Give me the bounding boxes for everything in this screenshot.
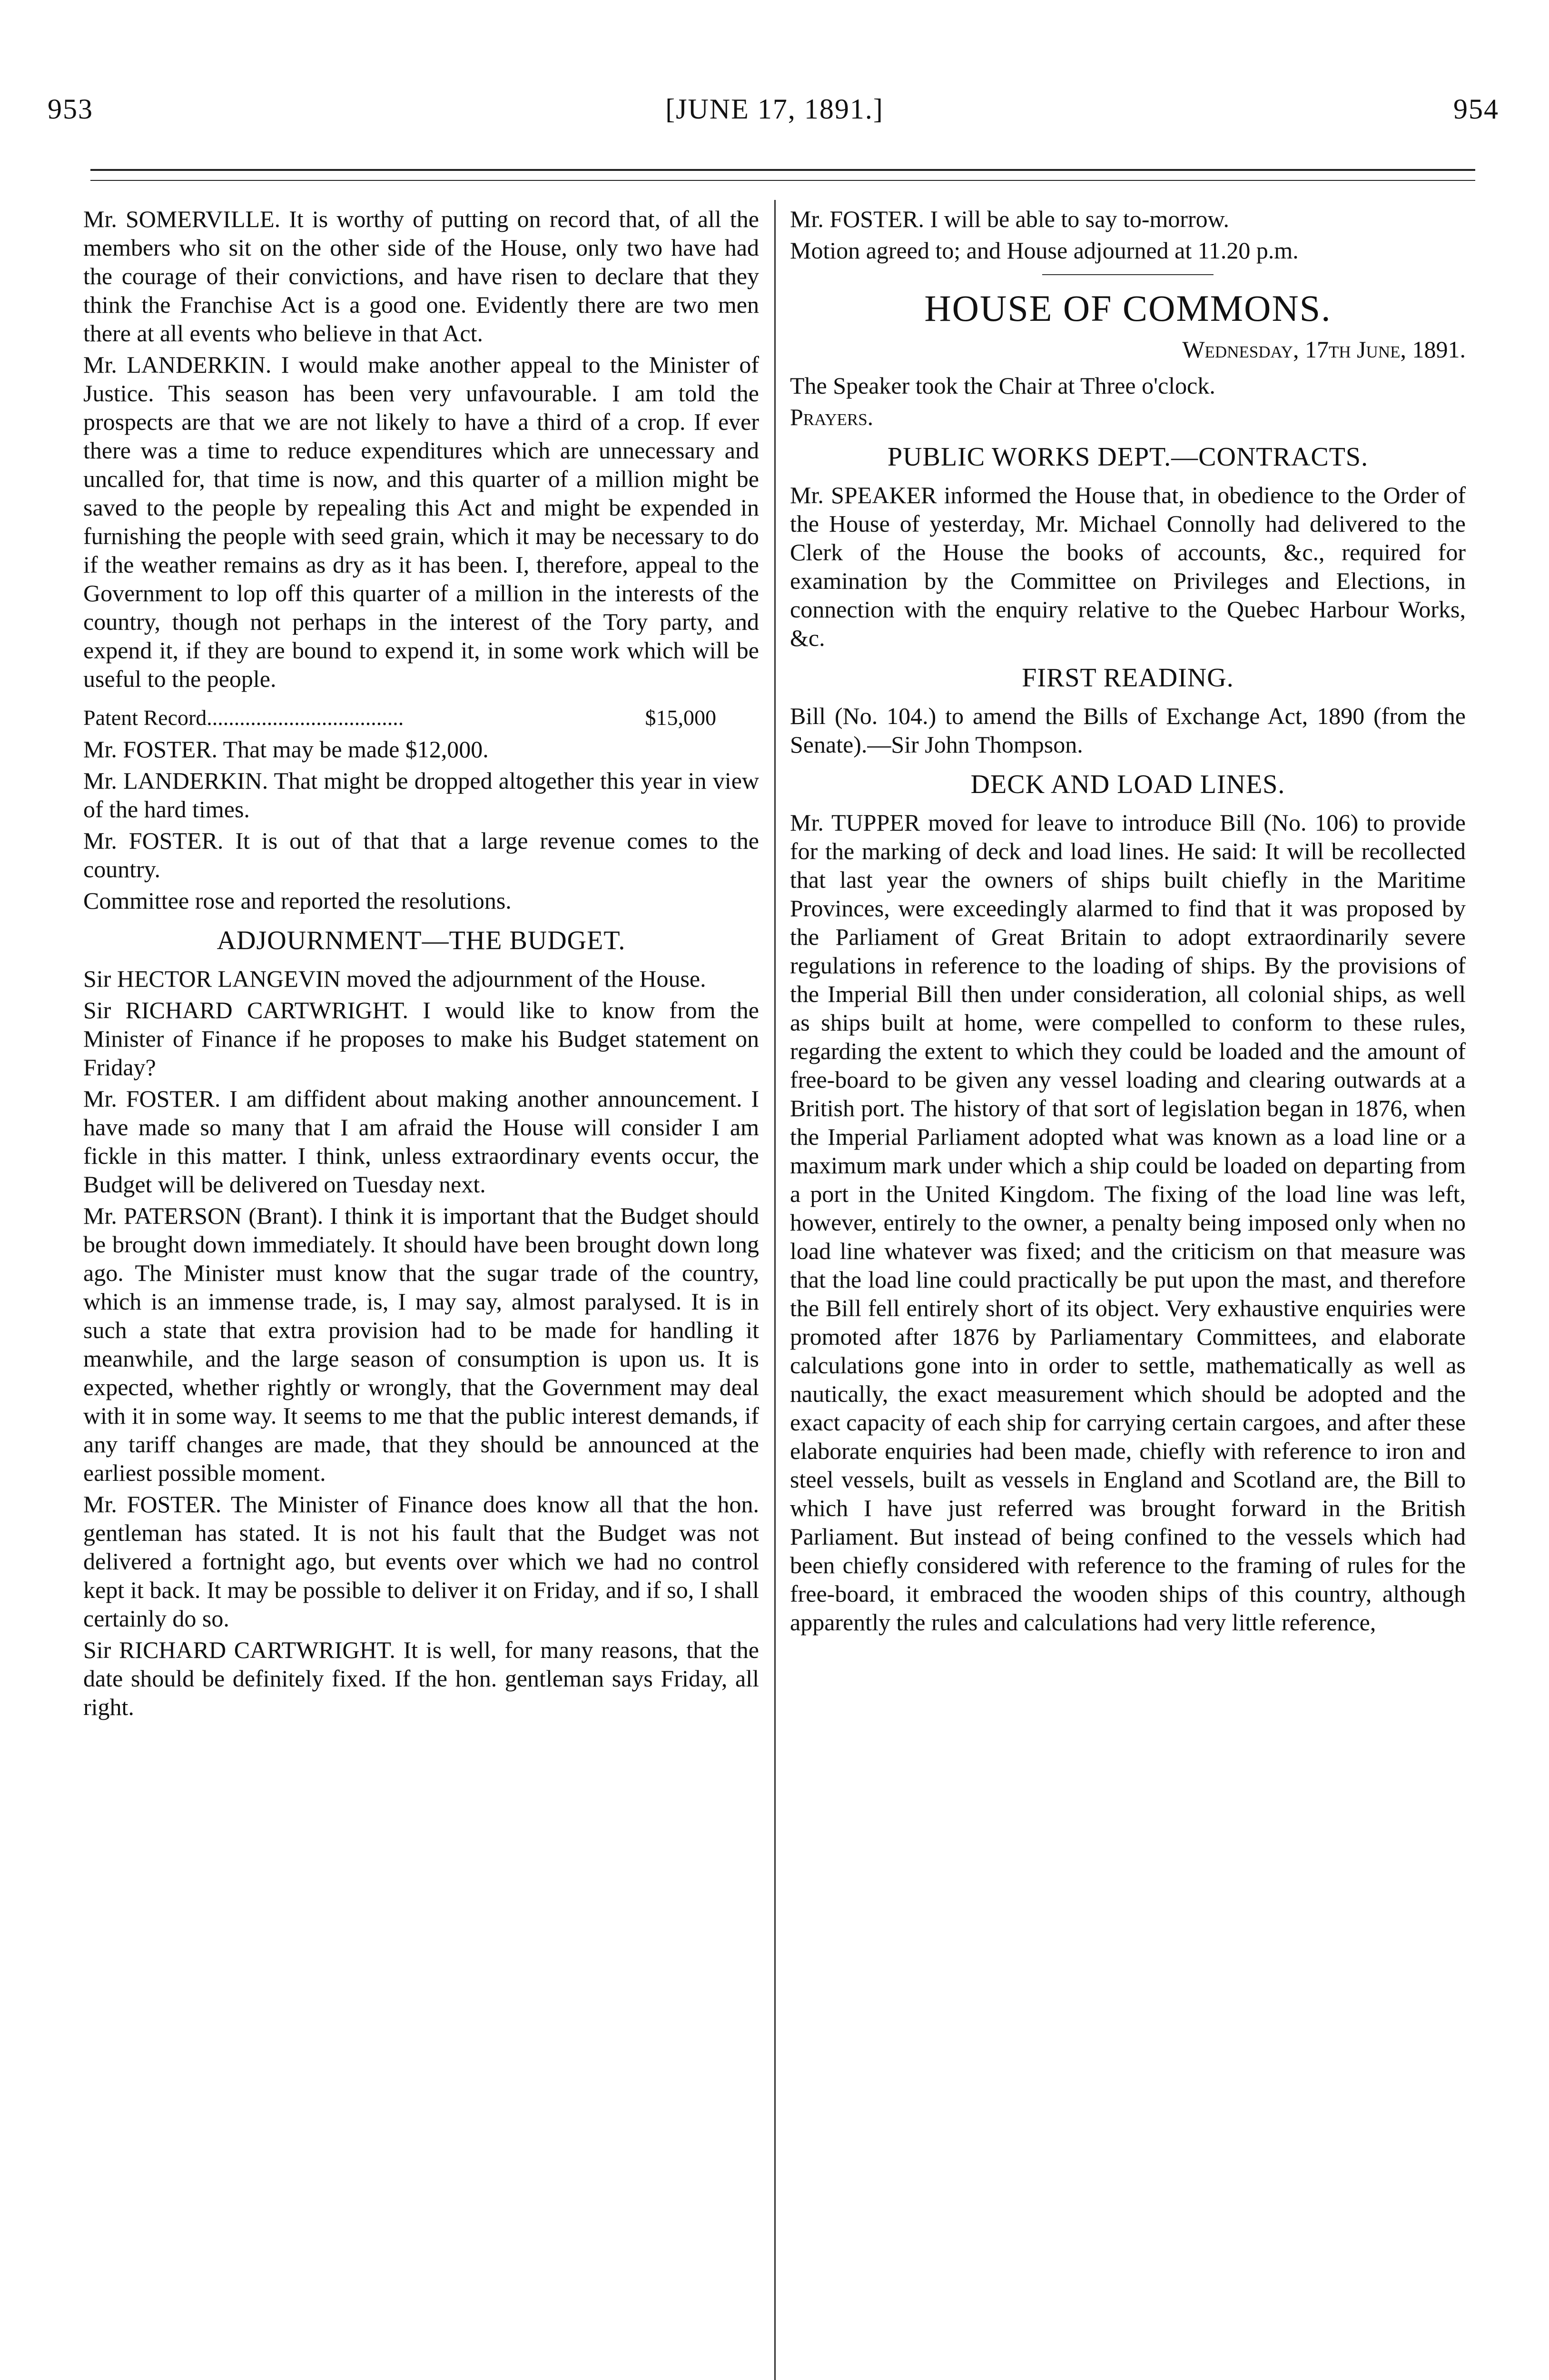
running-header (0, 93, 1549, 136)
paragraph: Motion agreed to; and House adjourned at 11.20 p.m. (790, 237, 1299, 264)
paragraph: The Speaker took the Chair at Three o'clock. (790, 372, 1215, 399)
estimate-label: Patent Record.................................... (83, 705, 404, 730)
column-divider (774, 200, 776, 2380)
house-title: HOUSE OF COMMONS. (924, 288, 1332, 329)
section-heading: ADJOURNMENT—THE BUDGET. (217, 926, 626, 955)
right-column (790, 205, 1466, 1639)
section-heading: FIRST READING. (1022, 663, 1234, 693)
paragraph: Mr. LANDERKIN. That might be dropped altogether this year in view of the hard times. (83, 767, 759, 823)
prayers-label: Prayers. (790, 404, 874, 430)
paragraph: Sir RICHARD CARTWRIGHT. I would like to know from the Minister of Finance if he proposes to make his Budget statement on Friday? (83, 997, 759, 1081)
estimate-value: $15,000 (645, 705, 716, 730)
paragraph: Committee rose and reported the resolutions. (83, 887, 512, 914)
section-heading: PUBLIC WORKS DEPT.—CONTRACTS. (887, 442, 1369, 472)
paragraph: Mr. PATERSON (Brant). I think it is important that the Budget should be brought down immediately. It should have been brought down long ago. The Minister must know that the sugar trade of the country, which is an immense trade, is, I may say, almost paralysed. It is in such a state that extra provision had to be made for handling it meanwhile, and the large season of consumption is upon us. It is expected, whether rightly or wrongly, that the Government may deal with it in some way. It seems to me that the public interest demands, if any tariff changes are made, that they should be announced at the earliest possible moment. (83, 1202, 759, 1486)
paragraph: Sir RICHARD CARTWRIGHT. It is well, for many reasons, that the date should be definitely fixed. If the hon. gentleman says Friday, all right. (83, 1636, 759, 1720)
page-number-right: 954 (1453, 93, 1499, 125)
paragraph: Mr. SOMERVILLE. It is worthy of putting on record that, of all the members who sit on the other side of the House, only two have had the courage of their convictions, and have risen to declare that they think the Franchise Act is a good one. Evidently there are two men there at all events who believe in that Act. (83, 206, 759, 347)
paragraph: Mr. FOSTER. The Minister of Finance does know all that the hon. gentleman has stated. It is not his fault that the Budget was not delivered a fortnight ago, but events over which we had no control kept it back. It may be possible to deliver it on Friday, and if so, I shall certainly do so. (83, 1491, 759, 1632)
paragraph: Bill (No. 104.) to amend the Bills of Exchange Act, 1890 (from the Senate).—Sir John Thompson. (790, 703, 1466, 758)
paragraph: Mr. FOSTER. I will be able to say to-morrow. (790, 206, 1230, 232)
paragraph: Mr. TUPPER moved for leave to introduce Bill (No. 106) to provide for the marking of deck and load lines. He said: It will be recollected that last year the owners of ships built chiefly in the Maritime Provinces, were exceedingly alarmed to find that it was proposed by the Parliament of Great Britain to adopt extraordinarily severe regulations in reference to the loading of ships. By the provisions of the Imperial Bill then under consideration, all colonial ships, as well as ships built at home, were compelled to conform to these rules, regarding the extent to which they could be loaded and the amount of free-board to be given any vessel loading and clearing outwards at a British port. The history of that sort of legislation began in 1876, when the Imperial Parliament adopted what was known as a load line or a maximum mark under which a ship could be loaded on departing from a port in the United Kingdom. The fixing of the load line was left, however, entirely to the owner, a penalty being imposed only when no load line whatever was fixed; and the criticism on that measure was that the load line could practically be put upon the mast, and therefore the Bill fell entirely short of its object. Very exhaustive enquiries were promoted after 1876 by Parliamentary Committees, and elaborate calculations gone into in order to settle, mathematically as well as nautically, the exact measurement which should be adopted and the exact capacity of each ship for carrying certain cargoes, and after these elaborate enquiries had been made, chiefly with reference to iron and steel vessels, built as vessels in England and Scotland are, the Bill to which I have just referred was brought forward in the British Parliament. But instead of being confined to the vessels which had been chiefly considered with reference to the framing of rules for the free-board, it embraced the wooden ships of this country, although apparently the rules and calculations had very little reference, (790, 809, 1466, 1636)
section-heading: DECK AND LOAD LINES. (970, 770, 1285, 799)
left-column (83, 205, 759, 1724)
paragraph: Mr. SPEAKER informed the House that, in obedience to the Order of the House of yesterday, Mr. Michael Connolly had delivered to the Clerk of the House the books of accounts, &c., required for examination by the Committee on Privileges and Elections, in connection with the enquiry relative to the Quebec Harbour Works, &c. (790, 482, 1466, 651)
paragraph: Mr. FOSTER. It is out of that that a large revenue comes to the country. (83, 827, 759, 883)
estimate-line (83, 704, 716, 732)
paragraph: Mr. FOSTER. That may be made $12,000. (83, 736, 489, 763)
section-divider (1042, 274, 1214, 275)
issue-date: [JUNE 17, 1891.] (665, 93, 884, 125)
header-rule-thin (90, 180, 1475, 181)
sitting-date: Wednesday, 17th June, 1891. (1182, 336, 1466, 363)
paragraph: Sir HECTOR LANGEVIN moved the adjournment of the House. (83, 965, 706, 992)
paragraph: Mr. FOSTER. I am diffident about making another announcement. I have made so many that I am afraid the House will consider I am fickle in this matter. I think, unless extraordinary events occur, the Budget will be delivered on Tuesday next. (83, 1085, 759, 1198)
header-rule (90, 169, 1475, 171)
page-number-left: 953 (48, 93, 93, 125)
paragraph: Mr. LANDERKIN. I would make another appeal to the Minister of Justice. This season has been very unfavourable. I am told the prospects are that we are not likely to have a third of a crop. If ever there was a time to reduce expenditures which are unnecessary and uncalled for, that time is now, and this quarter of a million might be saved to the people by repealing this Act and might be expended in furnishing the people with seed grain, which it may be necessary to do if the weather remains as dry as it has been. I, therefore, appeal to the Government to lop off this quarter of a million in the interests of the country, though not perhaps in the interest of the Tory party, and expend it, if they are bound to expend it, in some work which will be useful to the people. (83, 351, 759, 692)
